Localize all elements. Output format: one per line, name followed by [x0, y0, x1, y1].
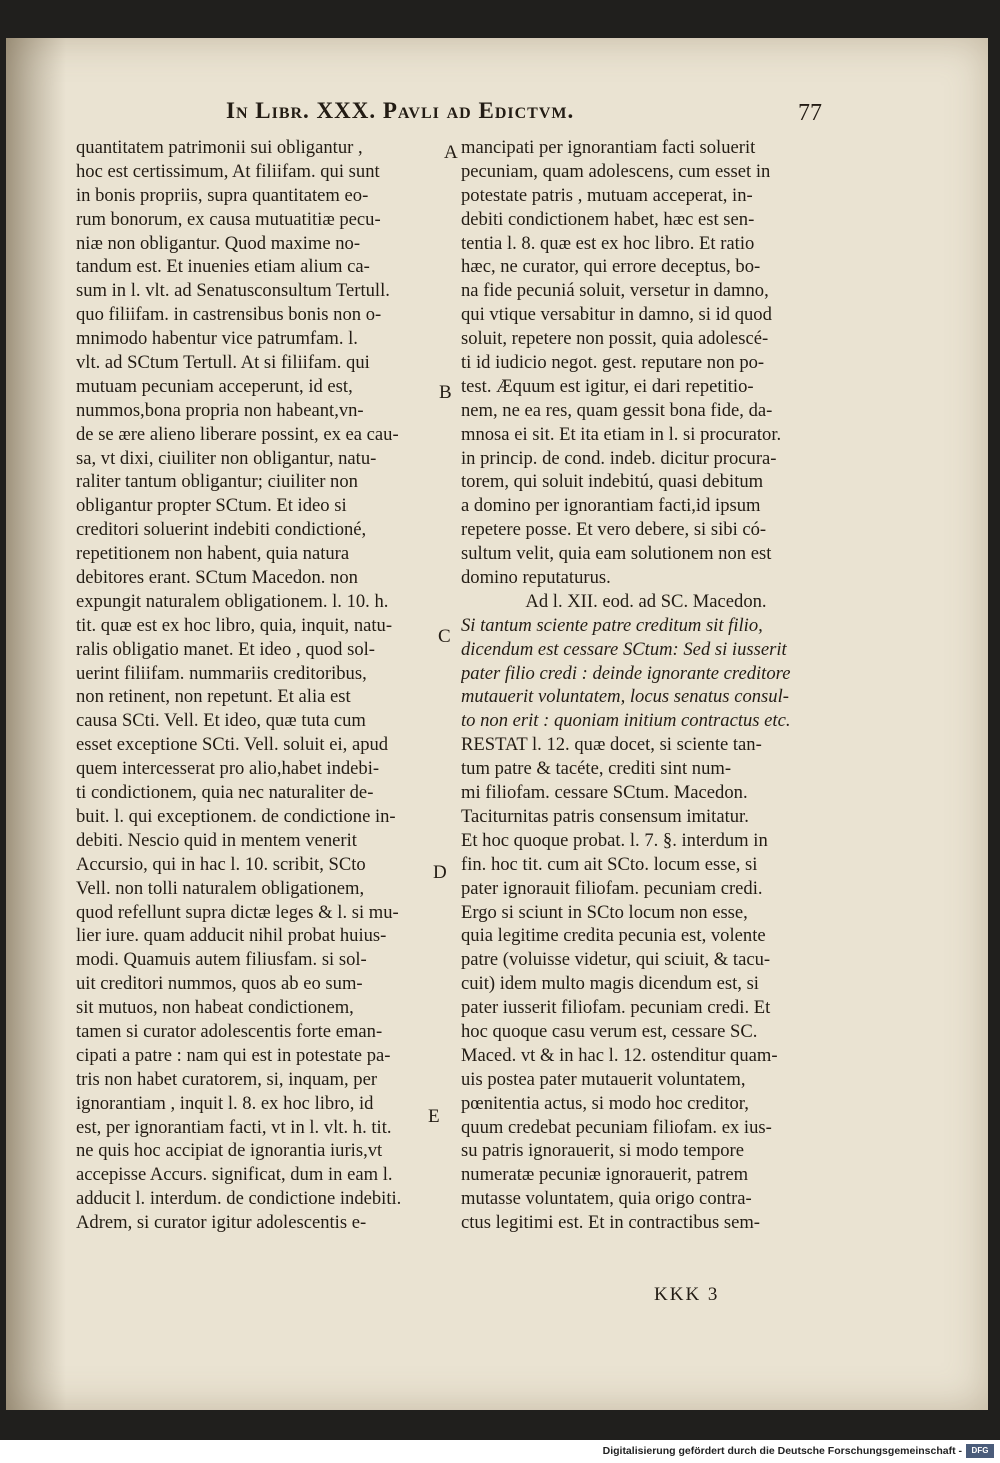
text-line: quantitatem patrimonii sui obligantur ,	[76, 137, 363, 158]
text-line: repetitionem non habent, quia natura	[76, 543, 350, 565]
text-line: Ad l. XII. eod. ad SC. Macedon.	[525, 590, 767, 612]
text-line: mutauerit voluntatem, locus senatus consul-	[461, 686, 789, 708]
text-line: domino reputaturus.	[461, 567, 611, 589]
left-text-column	[76, 136, 436, 1235]
text-line: sit mutuos, non habeat condictionem,	[76, 997, 354, 1019]
text-line: ti condictionem, quia nec naturaliter de-	[76, 782, 374, 804]
text-line: lier iure. quam adducit nihil probat huius-	[76, 925, 387, 947]
text-line: tandum est. Et inuenies etiam alium ca-	[76, 256, 370, 278]
text-line: uerint filiifam. nummariis creditoribus,	[76, 662, 367, 684]
running-title: In Libr. XXX. Pavli ad Edictvm.	[226, 98, 575, 123]
text-line: ti id iudicio negot. gest. reputare non po-	[461, 352, 765, 374]
page-number: 77	[798, 100, 822, 126]
text-line: ralis obligatio manet. Et ideo , quod sol-	[76, 638, 375, 660]
text-line: Ergo si sciunt in SCto locum non esse,	[461, 901, 748, 923]
text-line: pater ignorauit filiofam. pecuniam credi.	[461, 877, 763, 899]
dfg-logo: DFG	[966, 1444, 994, 1458]
text-line: tentia l. 8. quæ est ex hoc libro. Et ratio	[461, 232, 755, 254]
text-line: mancipati per ignorantiam facti soluerit	[461, 137, 756, 158]
text-line: nem, ne ea res, quam gessit bona fide, da-	[461, 399, 773, 421]
text-line: accepisse Accurs. significat, dum in eam l.	[76, 1164, 393, 1186]
text-line: a domino per ignorantiam facti,id ipsum	[461, 495, 761, 517]
signature-mark: KKK 3	[654, 1284, 720, 1305]
text-line: adducit l. interdum. de condictione indebiti.	[76, 1188, 402, 1210]
page-gutter-shadow	[6, 38, 66, 1410]
text-line: pater iusserit filiofam. pecuniam credi. Et	[461, 997, 771, 1019]
text-line: quod refellunt supra dictæ leges & l. si mu-	[76, 901, 399, 923]
text-line: tit. quæ est ex hoc libro, quia, inquit, natu-	[76, 614, 393, 636]
text-line: Accursio, qui in hac l. 10. scribit, SCto	[76, 853, 366, 875]
text-line: de se ære alieno liberare possint, ex ea cau-	[76, 423, 399, 445]
text-line: ignorantiam , inquit l. 8. ex hoc libro, id	[76, 1092, 374, 1114]
text-line: Taciturnitas patris consensum imitatur.	[461, 805, 749, 827]
text-line: quia legitime credita pecunia est, volente	[461, 925, 766, 947]
text-line: torem, qui soluit indebitú, quasi debitum	[461, 471, 764, 493]
text-line: patre (voluisse videtur, qui sciuit, & tacu-	[461, 949, 771, 971]
text-line: to non erit : quoniam initium contractus etc.	[461, 710, 791, 732]
text-line: dicendum est cessare SCtum: Sed si iusserit	[461, 638, 787, 660]
text-line: Adrem, si curator igitur adolescentis e-	[76, 1212, 367, 1234]
book-page	[6, 38, 988, 1410]
text-line: expungit naturalem obligationem. l. 10. h.	[76, 590, 389, 612]
text-line: mutasse voluntatem, quia origo contra-	[461, 1188, 752, 1210]
text-line: sa, vt dixi, ciuiliter non obligantur, natu-	[76, 447, 377, 469]
text-line: na fide pecuniá soluit, versetur in damno,	[461, 280, 769, 302]
text-line: sultum velit, quia eam solutionem non est	[461, 543, 772, 565]
text-line: su patris ignorauerit, si modo tempore	[461, 1140, 744, 1162]
text-line: esset exceptione SCti. Vell. soluit ei, apud	[76, 734, 389, 756]
text-line: hoc est certissimum, At filiifam. qui sunt	[76, 160, 380, 182]
text-line: quem intercesserat pro alio,habet indebi-	[76, 758, 380, 780]
text-line: Vell. non tolli naturalem obligationem,	[76, 877, 365, 899]
text-line: cuit) idem multo magis dicendum est, si	[461, 973, 759, 995]
text-line: pecuniam, quam adolescens, cum esset in	[461, 160, 771, 182]
text-line: cipati a patre : nam qui est in potestate pa-	[76, 1044, 391, 1066]
text-line: mnimodo habentur vice patrumfam. l.	[76, 328, 358, 350]
text-line: rum bonorum, ex causa mutuatitiæ pecu-	[76, 208, 381, 230]
digitization-footer	[0, 1440, 1000, 1463]
text-line: ctus legitimi est. Et in contractibus sem-	[461, 1212, 760, 1234]
text-line: in princip. de cond. indeb. dicitur procura-	[461, 447, 777, 469]
text-line: Et hoc quoque probat. l. 7. §. interdum in	[461, 829, 768, 851]
margin-letter-d: D	[433, 862, 447, 883]
text-line: tum patre & tacéte, crediti sint num-	[461, 758, 732, 780]
text-line: debiti. Nescio quid in mentem venerit	[76, 829, 357, 851]
margin-letter-e: E	[428, 1106, 440, 1127]
text-line: creditori soluerint indebiti condictioné,	[76, 519, 367, 541]
text-line: in bonis propriis, supra quantitatem eo-	[76, 184, 369, 206]
text-line: vlt. ad SCtum Tertull. At si filiifam. qui	[76, 352, 370, 374]
text-line: fin. hoc tit. cum ait SCto. locum esse, si	[461, 853, 758, 875]
text-line: quo filiifam. in castrensibus bonis non o-	[76, 304, 382, 326]
text-line: sum in l. vlt. ad Senatusconsultum Tertull.	[76, 280, 390, 302]
text-line: ne quis hoc accipiat de ignorantia iuris,vt	[76, 1140, 383, 1162]
text-line: mi filiofam. cessare SCtum. Macedon.	[461, 782, 748, 804]
text-line: Maced. vt & in hac l. 12. ostenditur quam-	[461, 1044, 778, 1066]
text-line: uis postea pater mutauerit voluntatem,	[461, 1068, 746, 1090]
text-line: test. Æquum est igitur, ei dari repetitio-	[461, 375, 754, 397]
text-line: raliter tantum obligantur; ciuiliter non	[76, 471, 358, 493]
right-text-column	[461, 136, 831, 1235]
text-line: pœnitentia actus, si modo hoc creditor,	[461, 1092, 749, 1114]
text-line: RESTAT l. 12. quæ docet, si sciente tan-	[461, 734, 762, 756]
text-line: buit. l. qui exceptionem. de condictione in-	[76, 805, 396, 827]
text-line: pater filio credi : deinde ignorante creditore	[461, 662, 791, 684]
text-line: niæ non obligantur. Quod maxime no-	[76, 232, 361, 254]
text-line: repetere posse. Et vero debere, si sibi có-	[461, 519, 767, 541]
text-line: soluit, repetere non possit, quia adolescé-	[461, 328, 769, 350]
text-line: debitores erant. SCtum Macedon. non	[76, 567, 358, 589]
text-line: Si tantum sciente patre creditum sit filio,	[461, 614, 763, 636]
text-line: numeratæ pecuniæ ignorauerit, patrem	[461, 1164, 749, 1186]
text-line: mnosa ei sit. Et ita etiam in l. si procurator.	[461, 423, 782, 445]
text-line: hæc, ne curator, qui errore deceptus, bo-	[461, 256, 761, 278]
text-line: causa SCti. Vell. Et ideo, quæ tuta cum	[76, 710, 366, 732]
text-line: debiti condictionem habet, hæc est sen-	[461, 208, 755, 230]
text-line: nummos,bona propria non habeant,vn-	[76, 399, 364, 421]
text-line: mutuam pecuniam acceperunt, id est,	[76, 375, 353, 397]
margin-letter-a: A	[444, 142, 458, 163]
text-line: quum credebat pecuniam filiofam. ex ius-	[461, 1116, 772, 1138]
margin-letter-b: B	[439, 382, 452, 403]
margin-letter-c: C	[438, 626, 451, 647]
text-line: obligantur propter SCtum. Et ideo si	[76, 495, 347, 517]
text-line: qui vtique versabitur in damno, si id quod	[461, 304, 772, 326]
text-line: tamen si curator adolescentis forte eman-	[76, 1020, 383, 1042]
text-line: uit creditori nummos, quos ab eo sum-	[76, 973, 363, 995]
text-line: hoc quoque casu verum est, cessare SC.	[461, 1020, 758, 1042]
footer-credit: Digitalisierung gefördert durch die Deutsche Forschungsgemeinschaft -	[602, 1445, 962, 1457]
text-line: est, per ignorantiam facti, vt in l. vlt. h. tit.	[76, 1116, 392, 1138]
text-line: tris non habet curatorem, si, inquam, per	[76, 1068, 378, 1090]
text-line: potestate patris , mutuam acceperat, in-	[461, 184, 753, 206]
text-line: modi. Quamuis autem filiusfam. si sol-	[76, 949, 367, 971]
text-line: non retinent, non repetunt. Et alia est	[76, 686, 351, 708]
